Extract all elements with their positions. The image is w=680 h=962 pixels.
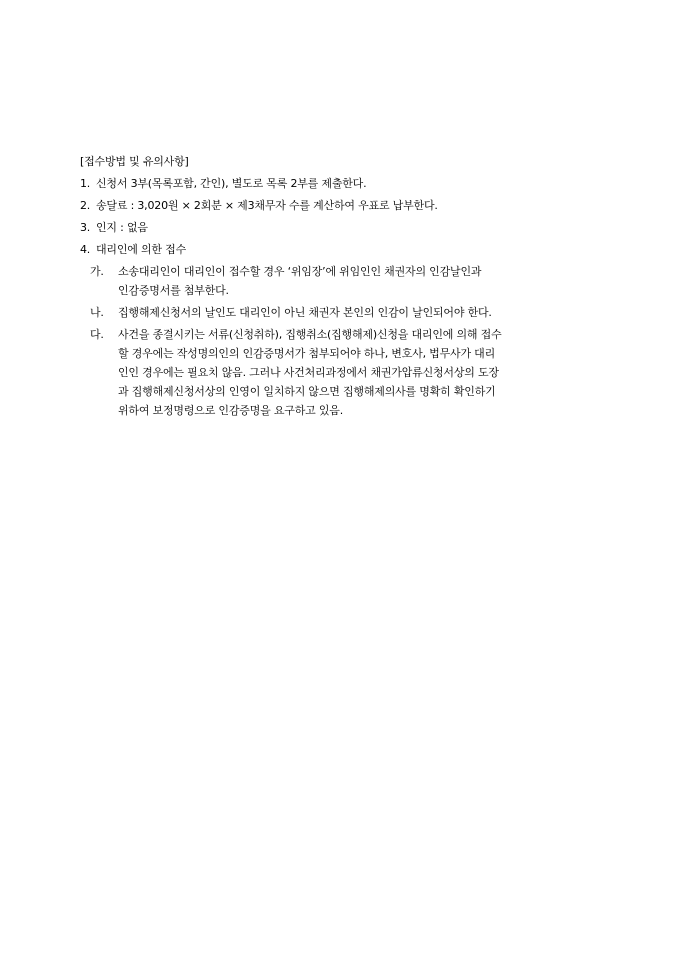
subitem-line: 인인 경우에는 필요치 않음. 그러나 사건처리과정에서 채권가압류신청서상의 도장 [118,366,499,379]
list-item-text: 신청서 3부(목록포함, 간인), 별도로 목록 2부를 제출한다. [96,177,367,190]
subitem-line: 인감증명서를 첨부한다. [118,284,229,297]
subitem-line: 위하여 보정명령으로 인감증명을 요구하고 있음. [118,404,344,417]
subitem-marker: 나. [90,306,104,319]
subitem-na [80,303,620,322]
list-item-text: 송달료 : 3,020원 × 2회분 × 제3채무자 수를 계산하여 우표로 납부한다. [96,199,438,212]
document-body [80,152,620,423]
subitem-marker: 다. [90,328,104,341]
list-item-number: 4. [80,243,91,256]
subitem-line: 사건을 종결시키는 서류(신청취하), 집행취소(집행해제)신청을 대리인에 의해 접수 [118,328,502,341]
subitem-da [80,325,620,420]
list-item-4 [80,240,620,259]
list-item-text: 인지 : 없음 [96,221,148,234]
section-heading: [접수방법 및 유의사항] [80,155,189,168]
subitem-ga [80,262,620,300]
list-item-1 [80,174,620,193]
list-item-number: 1. [80,177,91,190]
list-item-number: 2. [80,199,91,212]
list-item-text: 대리인에 의한 접수 [96,243,187,256]
list-item-number: 3. [80,221,91,234]
subitem-line: 소송대리인이 대리인이 접수할 경우 ‘위임장’에 위임인인 채권자의 인감날인과 [118,265,482,278]
subitem-marker: 가. [90,265,104,278]
list-item-2 [80,196,620,215]
subitem-line: 집행해제신청서의 날인도 대리인이 아닌 채권자 본인의 인감이 날인되어야 한다. [118,306,492,319]
subitem-line: 할 경우에는 작성명의인의 인감증명서가 첨부되어야 하나, 변호사, 법무사가 대리 [118,347,496,360]
list-item-3 [80,218,620,237]
subitem-line: 과 집행해제신청서상의 인영이 일치하지 않으면 집행해제의사를 명확히 확인하기 [118,385,496,398]
